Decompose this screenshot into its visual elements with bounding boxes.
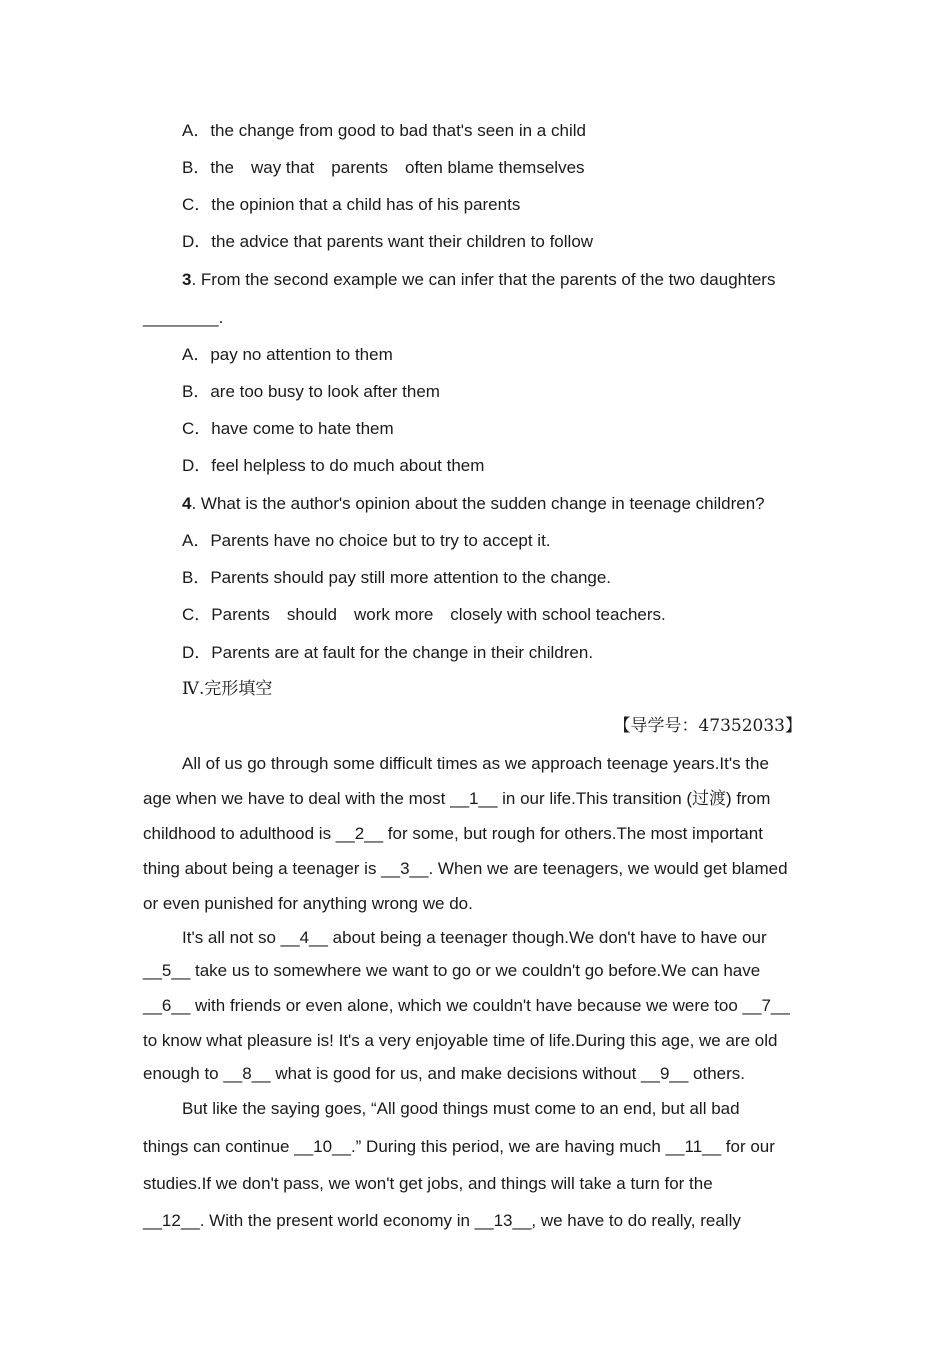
q3-option-b: B．are too busy to look after them (182, 382, 440, 401)
reference-number: 【导学号：47352033】 (613, 716, 802, 736)
passage-line: things can continue __10__.” During this period, we are having much __11__ for our (143, 1137, 775, 1156)
passage-line: __6__ with friends or even alone, which we couldn't have because we were too __7__ (143, 996, 790, 1015)
question-3 (182, 270, 775, 290)
question-3-number: 3 (182, 270, 192, 289)
passage-line: All of us go through some difficult times as we approach teenage years.It's the (182, 754, 769, 773)
passage-line: __5__ take us to somewhere we want to go or we couldn't go before.We can have (143, 961, 761, 980)
passage-line: thing about being a teenager is __3__. When we are teenagers, we would get blamed (143, 859, 788, 878)
passage-line: childhood to adulthood is __2__ for some, but rough for others.The most important (143, 824, 763, 843)
question-3-stem: . From the second example we can infer that the parents of the two daughters (191, 270, 776, 289)
passage-line: enough to __8__ what is good for us, and make decisions without __9__ others. (143, 1064, 746, 1083)
q4-option-b: B．Parents should pay still more attention to the change. (182, 568, 612, 587)
q4-option-a: A．Parents have no choice but to try to accept it. (182, 531, 551, 550)
passage-line: age when we have to deal with the most __1__ in our life.This transition (过渡) from (143, 789, 771, 808)
q3-option-a: A．pay no attention to them (182, 345, 393, 364)
passage-line: It's all not so __4__ about being a teenager though.We don't have to have our (182, 928, 767, 947)
q2-option-c: C．the opinion that a child has of his parents (182, 195, 521, 214)
q3-option-d: D．feel helpless to do much about them (182, 456, 485, 475)
passage-line: to know what pleasure is! It's a very enjoyable time of life.During this age, we are old (143, 1031, 778, 1050)
q2-option-d: D．the advice that parents want their children to follow (182, 232, 594, 251)
q2-option-a: A．the change from good to bad that's seen in a child (182, 121, 586, 140)
passage-line: or even punished for anything wrong we do. (143, 894, 473, 913)
q4-option-c: C．Parents should work more closely with school teachers. (182, 605, 666, 624)
passage-line: But like the saying goes, “All good things must come to an end, but all bad (182, 1099, 740, 1118)
passage-line: studies.If we don't pass, we won't get jobs, and things will take a turn for the (143, 1174, 713, 1193)
passage-line: __12__. With the present world economy in __13__, we have to do really, really (143, 1211, 741, 1230)
question-4-stem: . What is the author's opinion about the sudden change in teenage children? (191, 494, 765, 513)
section-heading: Ⅳ.完形填空 (182, 679, 273, 699)
question-3-blank: ________. (143, 308, 224, 327)
q3-option-c: C．have come to hate them (182, 419, 394, 438)
question-4 (182, 494, 765, 514)
q4-option-d: D．Parents are at fault for the change in their children. (182, 643, 594, 662)
question-4-number: 4 (182, 494, 192, 513)
q2-option-b: B．the way that parents often blame themselves (182, 158, 585, 177)
